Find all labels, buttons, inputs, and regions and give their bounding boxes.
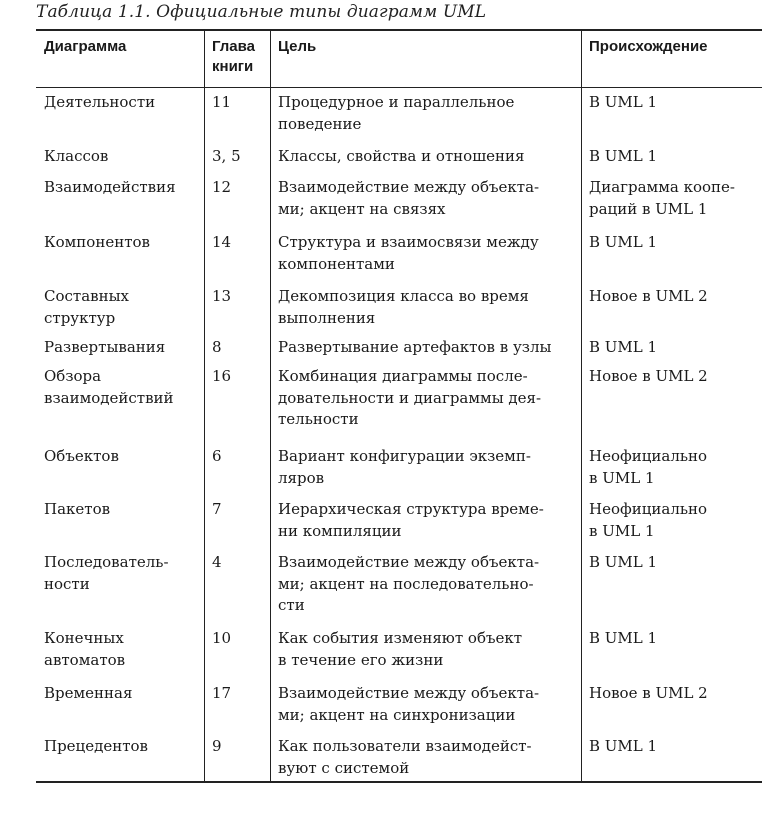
origin-cell: [581, 88, 762, 142]
chapter-cell: 11: [212, 93, 232, 111]
purpose-cell: [270, 442, 581, 495]
header-purpose: Цель: [278, 38, 317, 55]
origin-cell: [581, 624, 762, 679]
purpose-cell: [270, 624, 581, 679]
diagram-name-cell-line: Деятельности: [44, 93, 156, 111]
purpose-cell: [270, 548, 581, 624]
purpose-cell: [270, 173, 581, 228]
diagram-name-cell-line: Объектов: [44, 447, 119, 465]
diagram-name-cell-line: Взаимодействия: [44, 178, 176, 196]
origin-cell-line: Неофициально: [589, 447, 708, 465]
purpose-cell: [270, 88, 581, 142]
table-row: [36, 142, 762, 173]
table-header-row: [36, 31, 762, 88]
purpose-cell-line: сти: [278, 596, 305, 614]
chapter-cell: 8: [212, 338, 222, 356]
origin-cell-line: Новое в UML 2: [589, 684, 708, 702]
purpose-cell-line: поведение: [278, 114, 362, 133]
diagram-name-cell: [36, 142, 204, 173]
diagram-name-cell-line: Пакетов: [44, 500, 111, 518]
purpose-cell: [270, 333, 581, 362]
diagram-name-cell: [36, 362, 204, 442]
origin-cell-line: В UML 1: [589, 147, 658, 165]
purpose-cell-line: Иерархическая структура време-: [278, 500, 544, 518]
purpose-cell-line: ляров: [278, 468, 325, 487]
header-chapter: [204, 31, 270, 87]
purpose-cell: [270, 732, 581, 781]
origin-cell: [581, 282, 762, 333]
table-row: [36, 495, 762, 548]
origin-cell: [581, 732, 762, 781]
purpose-cell-line: Структура и взаимосвязи между: [278, 233, 539, 251]
diagram-name-cell: [36, 732, 204, 781]
table-caption: Таблица 1.1. Официальные типы диаграмм UML: [36, 2, 487, 22]
origin-cell: [581, 495, 762, 548]
origin-cell-line: в UML 1: [589, 521, 655, 540]
purpose-cell-line: Классы, свойства и отношения: [278, 147, 525, 165]
table-row: [36, 732, 762, 781]
purpose-cell-line: ни компиляции: [278, 521, 402, 540]
diagram-name-cell: [36, 495, 204, 548]
table-row: [36, 282, 762, 333]
chapter-cell: 4: [212, 553, 222, 571]
origin-cell-line: раций в UML 1: [589, 199, 708, 218]
purpose-cell: [270, 282, 581, 333]
table-row: [36, 442, 762, 495]
diagram-name-cell: [36, 282, 204, 333]
purpose-cell-line: Комбинация диаграммы после-: [278, 367, 528, 385]
purpose-cell-line: Взаимодействие между объекта-: [278, 553, 540, 571]
diagram-name-cell-line: ности: [44, 574, 90, 593]
table-row: [36, 228, 762, 282]
purpose-cell-line: Взаимодействие между объекта-: [278, 684, 540, 702]
diagram-name-cell-line: структур: [44, 308, 116, 327]
chapter-cell: 13: [212, 287, 232, 305]
purpose-cell: [270, 142, 581, 173]
purpose-cell-line: Взаимодействие между объекта-: [278, 178, 540, 196]
purpose-cell-line: Как пользователи взаимодейст-: [278, 737, 532, 755]
origin-cell: [581, 173, 762, 228]
origin-cell-line: Новое в UML 2: [589, 287, 708, 305]
diagram-name-cell-line: Составных: [44, 287, 129, 305]
purpose-cell-line: Как события изменяют объект: [278, 629, 523, 647]
diagram-name-cell: [36, 333, 204, 362]
diagram-name-cell-line: Прецедентов: [44, 737, 148, 755]
chapter-cell: 17: [212, 684, 232, 702]
chapter-cell: 6: [212, 447, 222, 465]
diagram-name-cell: [36, 548, 204, 624]
origin-cell-line: В UML 1: [589, 233, 658, 251]
uml-diagram-types-table: [36, 29, 762, 783]
purpose-cell: [270, 362, 581, 442]
table-row: [36, 679, 762, 732]
diagram-name-cell-line: Временная: [44, 684, 133, 702]
chapter-cell: 3, 5: [212, 147, 241, 165]
origin-cell-line: в UML 1: [589, 468, 655, 487]
table-row: [36, 88, 762, 142]
purpose-cell-line: Процедурное и параллельное: [278, 93, 515, 111]
diagram-name-cell: [36, 624, 204, 679]
purpose-cell: [270, 679, 581, 732]
diagram-name-cell-line: взаимодействий: [44, 388, 174, 407]
purpose-cell-line: в течение его жизни: [278, 650, 444, 669]
purpose-cell: [270, 228, 581, 282]
table-row: [36, 624, 762, 679]
table-row: [36, 333, 762, 362]
purpose-cell-line: Декомпозиция класса во время: [278, 287, 529, 305]
diagram-name-cell: [36, 88, 204, 142]
diagram-name-cell-line: автоматов: [44, 650, 126, 669]
origin-cell: [581, 228, 762, 282]
origin-cell-line: Неофициально: [589, 500, 708, 518]
diagram-name-cell-line: Развертывания: [44, 338, 166, 356]
purpose-cell-line: ми; акцент на последовательно-: [278, 574, 534, 593]
purpose-cell-line: довательности и диаграммы дея-: [278, 388, 542, 407]
header-chapter-line1: Глава: [212, 38, 255, 55]
diagram-name-cell-line: Конечных: [44, 629, 124, 647]
origin-cell-line: Диаграмма коопе-: [589, 178, 735, 196]
diagram-name-cell: [36, 228, 204, 282]
origin-cell: [581, 679, 762, 732]
header-chapter-line2: книги: [212, 58, 254, 75]
chapter-cell: 12: [212, 178, 232, 196]
diagram-name-cell-line: Компонентов: [44, 233, 150, 251]
diagram-name-cell-line: Обзора: [44, 367, 102, 385]
origin-cell: [581, 548, 762, 624]
origin-cell-line: В UML 1: [589, 553, 658, 571]
purpose-cell-line: компонентами: [278, 254, 395, 273]
chapter-cell: 14: [212, 233, 232, 251]
purpose-cell-line: Вариант конфигурации экземп-: [278, 447, 531, 465]
origin-cell: [581, 362, 762, 442]
origin-cell: [581, 142, 762, 173]
origin-cell-line: В UML 1: [589, 338, 658, 356]
table-body: [36, 88, 762, 781]
origin-cell-line: Новое в UML 2: [589, 367, 708, 385]
diagram-name-cell: [36, 173, 204, 228]
table-row: [36, 362, 762, 442]
chapter-cell: 10: [212, 629, 232, 647]
origin-cell-line: В UML 1: [589, 629, 658, 647]
purpose-cell-line: тельности: [278, 410, 359, 428]
header-origin: Происхождение: [589, 38, 708, 55]
header-diagram: Диаграмма: [44, 38, 127, 55]
table-row: [36, 173, 762, 228]
diagram-name-cell: [36, 442, 204, 495]
purpose-cell-line: Развертывание артефактов в узлы: [278, 338, 552, 356]
diagram-name-cell-line: Классов: [44, 147, 109, 165]
diagram-name-cell: [36, 679, 204, 732]
origin-cell: [581, 333, 762, 362]
diagram-name-cell-line: Последователь-: [44, 553, 169, 571]
origin-cell-line: В UML 1: [589, 737, 658, 755]
origin-cell: [581, 442, 762, 495]
purpose-cell-line: вуют с системой: [278, 758, 410, 777]
purpose-cell-line: ми; акцент на связях: [278, 199, 446, 218]
purpose-cell-line: выполнения: [278, 308, 376, 327]
purpose-cell-line: ми; акцент на синхронизации: [278, 705, 516, 724]
chapter-cell: 7: [212, 500, 222, 518]
purpose-cell: [270, 495, 581, 548]
chapter-cell: 16: [212, 367, 232, 385]
chapter-cell: 9: [212, 737, 222, 755]
origin-cell-line: В UML 1: [589, 93, 658, 111]
table-row: [36, 548, 762, 624]
